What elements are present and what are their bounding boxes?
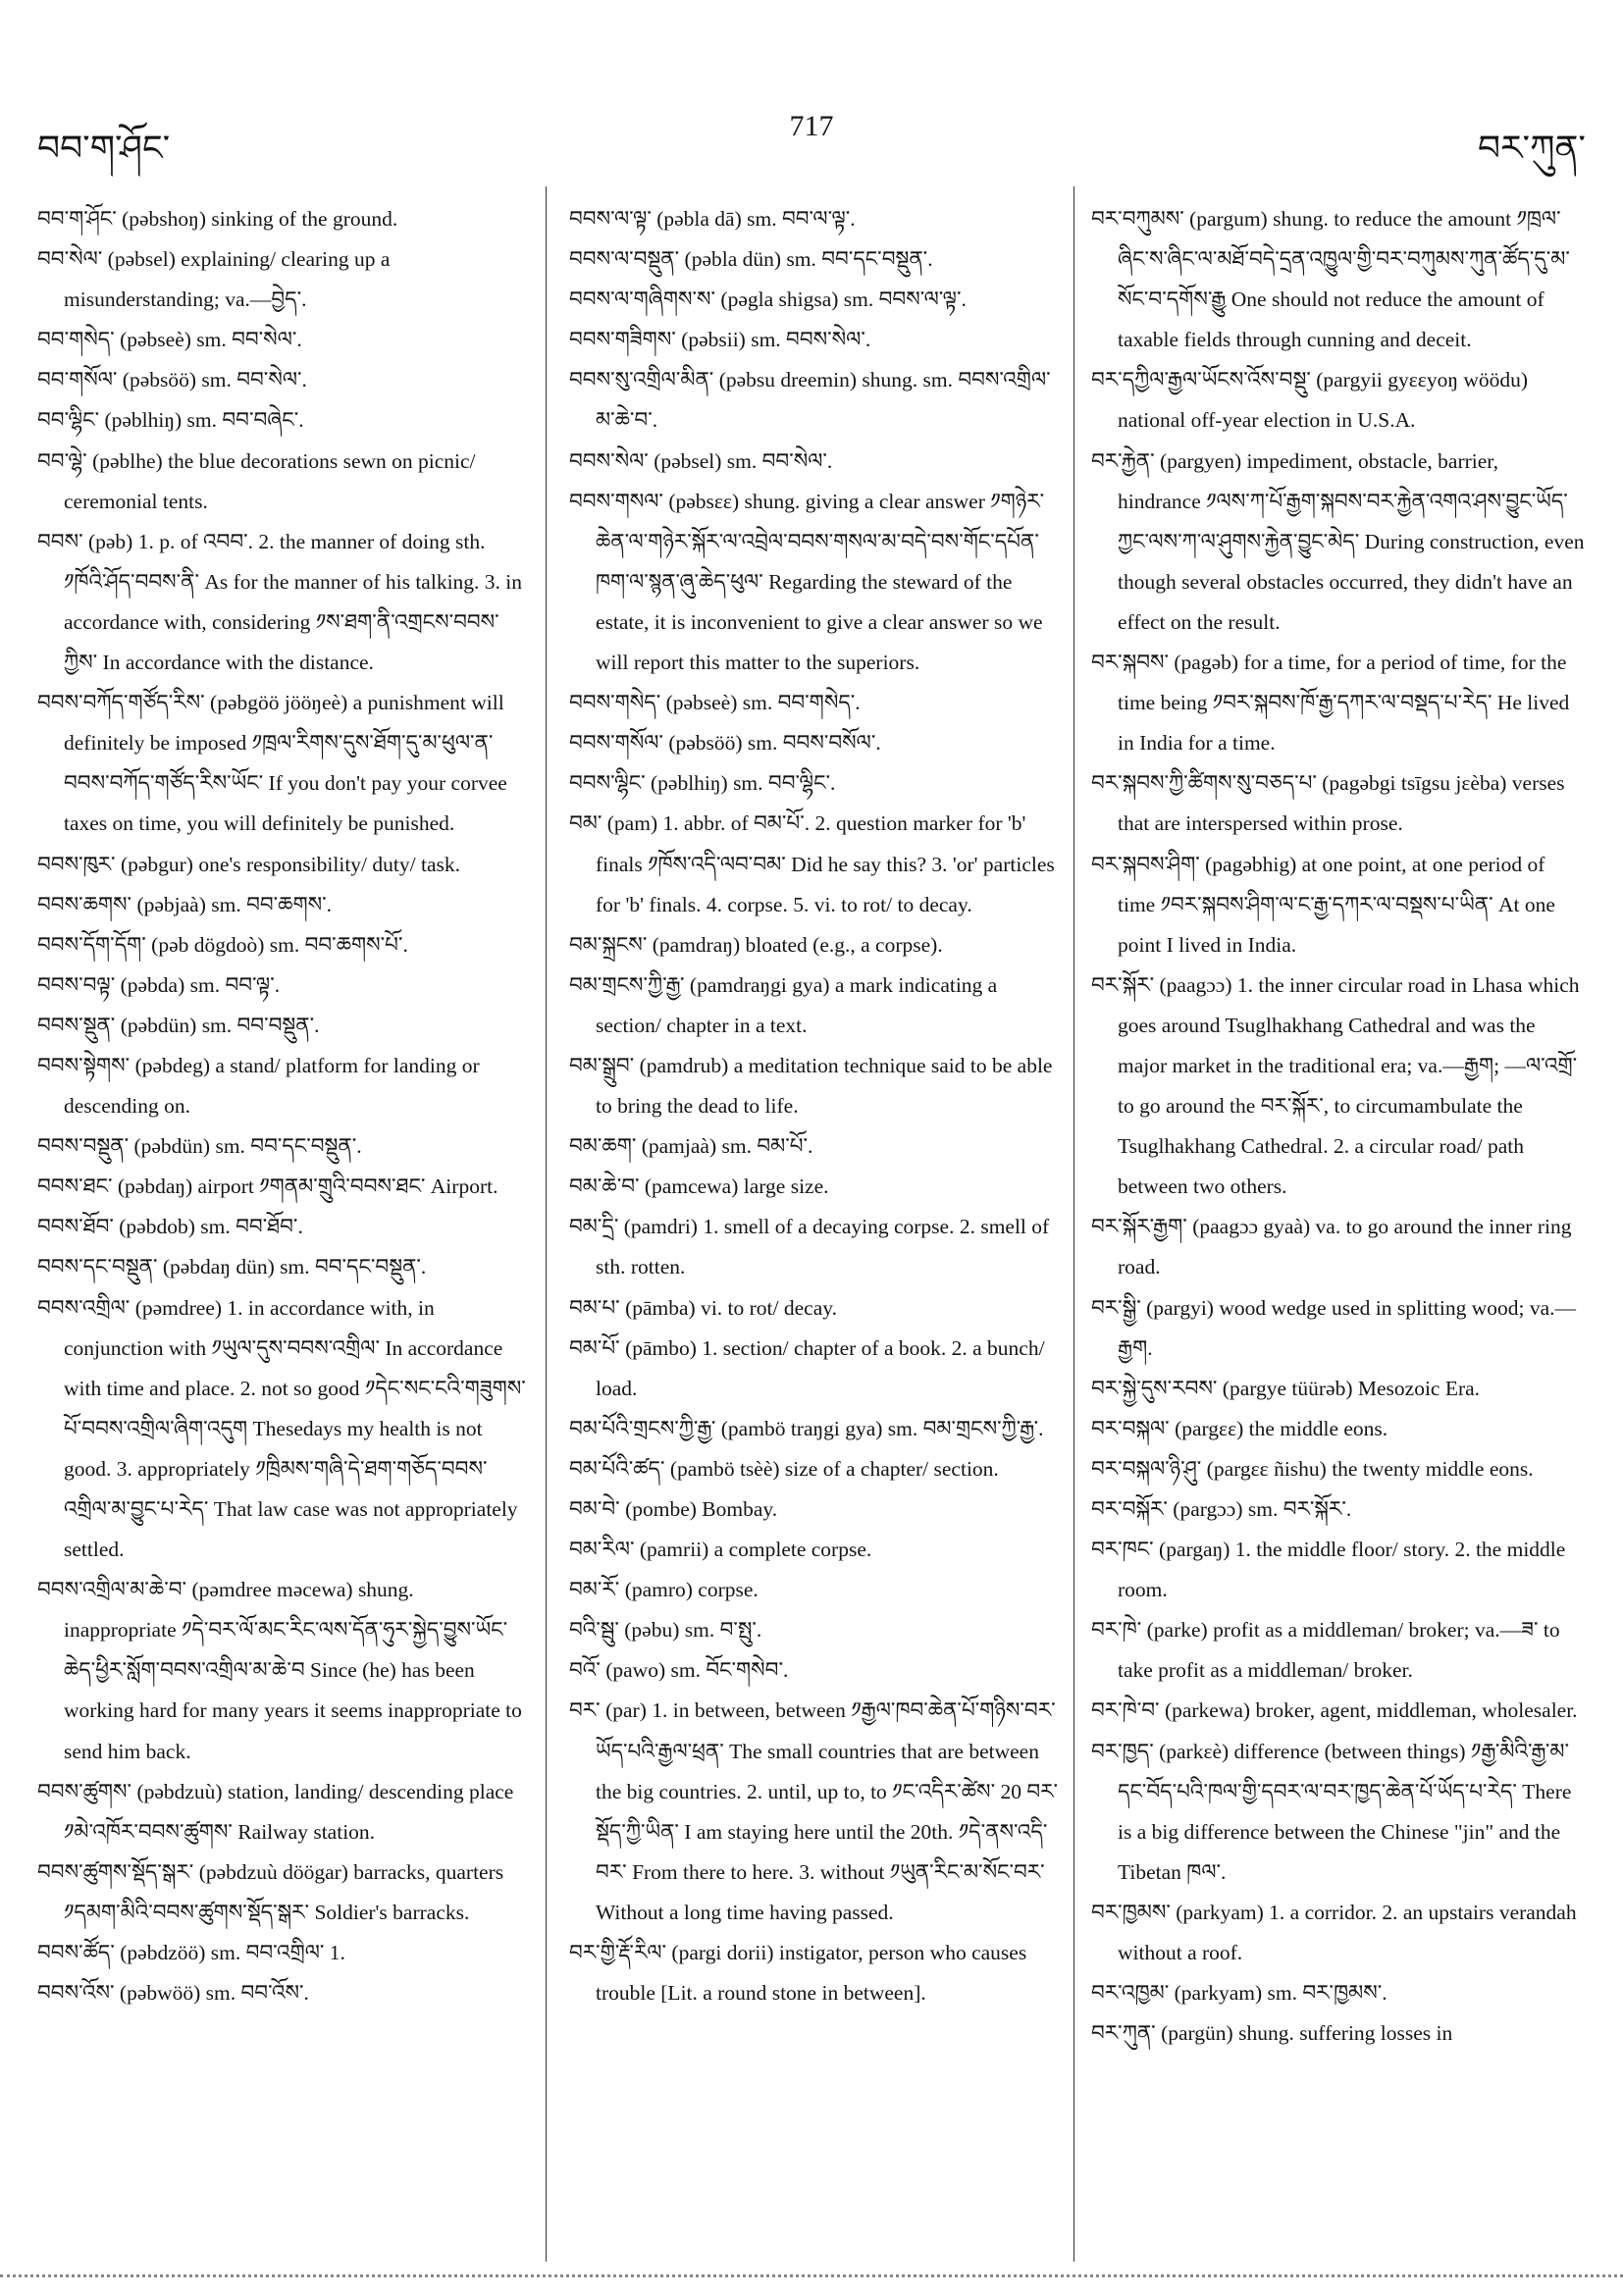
entry-definition: (pəmdree) 1. in accordance with, in conjunction with ༡ཡུལ་དུས་བབས་འགྲིལ་ In accordance with time and place. 2. not so good ༡དེང་སང་ངའི་གཟུགས་པོ་བབས་འགྲིལ་ཞིག་འདུག Thesedays my health is not good. 3. appropriately ༡ཁྲིམས་གཞི་དེ་ཐག་གཅོད་བབས་འགྲིལ་མ་བྱུང་པ་རེད་ That law case was not appropriately settled. bbox=[64, 1295, 526, 1562]
dictionary-entry bbox=[569, 1691, 1060, 1933]
entry-definition: (pəbdaŋ dün) sm. བབ་དང་བསྡུན་. bbox=[157, 1255, 427, 1279]
dictionary-entry bbox=[569, 1489, 1060, 1530]
entry-headword: བར་གྱི་རྡོ་རིལ་ bbox=[569, 1941, 667, 1966]
entry-headword: བར་སྒྱི་ bbox=[1091, 1295, 1141, 1321]
entry-headword: བམ་གྲངས་ཀྱི་རྒྱ་ bbox=[569, 972, 685, 998]
entry-definition: (pəbdeg) a stand/ platform for landing or descending on. bbox=[64, 1053, 480, 1119]
dictionary-entry bbox=[37, 360, 528, 400]
dictionary-entry bbox=[1091, 1207, 1587, 1287]
entry-headword: བབ་གསེད་ bbox=[37, 328, 115, 353]
entry-definition: (pəbdzuù) station, landing/ descending place ༡མེ་འཁོར་བབས་ཚུགས་ Railway station. bbox=[64, 1779, 514, 1844]
entry-headword: བབས་ལྷིང་ bbox=[569, 771, 646, 797]
dictionary-entry bbox=[1091, 1973, 1587, 2013]
entry-headword: བམ་དྲི་ bbox=[569, 1215, 619, 1240]
entry-definition: (pəblhiŋ) sm. བབ་ལྷིང་. bbox=[645, 771, 836, 796]
dictionary-column-1 bbox=[37, 199, 528, 2250]
entry-headword: བར་བསྐོར་ bbox=[1091, 1497, 1168, 1522]
entry-definition: (pəbu) sm. བ་སྤུ་. bbox=[618, 1618, 762, 1643]
dictionary-entry bbox=[1091, 2013, 1587, 2054]
entry-definition: (pəbsii) sm. བབས་སེལ་. bbox=[675, 328, 871, 352]
entry-headword: བམ་རིལ་ bbox=[569, 1538, 635, 1563]
entry-headword: བར་བསྐལ་ bbox=[1091, 1416, 1170, 1441]
entry-headword: བར་ཁང་ bbox=[1091, 1538, 1154, 1563]
entry-definition: (par) 1. in between, between ༡རྒྱལ་ཁབ་ཆེན་པོ་གཉིས་བར་ཡོད་པའི་རྒྱལ་ཕྲན་ The small countries that are between the big countries. 2. until, up to, to ༡ང་འདིར་ཚེས་ 20 བར་སྡོད་ཀྱི་ཡིན་ I am staying here until the 20th. ༡དེ་ནས་འདི་བར་ From there to here. 3. without ༡ཡུན་རིང་མ་སོང་བར་ Without a long time having passed. bbox=[596, 1698, 1059, 1924]
dictionary-entry bbox=[37, 925, 528, 965]
entry-definition: (pambö tsèè) size of a chapter/ section. bbox=[664, 1456, 999, 1481]
entry-headword: བབ་ག་ཤོང་ bbox=[37, 207, 117, 232]
dictionary-entry bbox=[569, 1933, 1060, 2013]
entry-definition: (pam) 1. abbr. of བམ་པོ་. 2. question marker for 'b' finals ༡ཁོས་འདི་ལབ་བམ་ Did he say this? 3. 'or' particles for 'b' finals. 4. corpse. 5. vi. to rot/ to decay. bbox=[596, 811, 1055, 916]
entry-headword: བར་བསྐལ་ཉི་ཤུ་ bbox=[1091, 1456, 1202, 1482]
entry-definition: (pargün) shung. suffering losses in bbox=[1155, 2021, 1453, 2046]
entry-definition: (pəb) 1. p. of འབབ་. 2. the manner of doing sth. ༡ཁོའི་ཤོད་བབས་ནི་ As for the manner of his talking. 3. in accordance with, considering ༡ས་ཐག་ནི་འགྲངས་བབས་ཀྱིས་ In accordance with the distance. bbox=[64, 529, 523, 675]
entry-headword: བབས་ཁུར་ bbox=[37, 852, 116, 877]
entry-headword: བར་ bbox=[569, 1698, 601, 1724]
entry-definition: (pəbdün) sm. བབ་དང་བསྡུན་. bbox=[129, 1134, 362, 1159]
entry-definition: (pargεε ñishu) the twenty middle eons. bbox=[1201, 1456, 1534, 1481]
dictionary-entry bbox=[37, 1772, 528, 1852]
entry-definition: (pāmba) vi. to rot/ decay. bbox=[619, 1295, 837, 1320]
entry-headword: བམ་པ་ bbox=[569, 1295, 620, 1321]
entry-headword: བབ་གསོལ་ bbox=[37, 368, 118, 393]
dictionary-entry bbox=[37, 1852, 528, 1933]
dictionary-entry bbox=[37, 1570, 528, 1771]
entry-headword: བམ་ bbox=[569, 811, 602, 837]
dictionary-entry bbox=[37, 400, 528, 441]
dictionary-entry bbox=[37, 1167, 528, 1207]
entry-definition: (pombe) Bombay. bbox=[619, 1497, 778, 1521]
entry-definition: (pamjaà) sm. བམ་པོ་. bbox=[636, 1134, 813, 1159]
entry-definition: (pəbla dün) sm. བབ་དང་བསྡུན་. bbox=[679, 247, 933, 272]
entry-definition: (paagɔɔ gyaà) va. to go around the inner ring road. bbox=[1118, 1215, 1572, 1279]
dictionary-entry bbox=[37, 1247, 528, 1287]
entry-headword: བར་ཁྱམས་ bbox=[1091, 1900, 1171, 1925]
column-divider bbox=[546, 186, 547, 2262]
entry-headword: བམ་བེ་ bbox=[569, 1497, 620, 1522]
dictionary-entry bbox=[37, 1046, 528, 1126]
entry-definition: (pambö traŋgi gya) sm. བམ་གྲངས་ཀྱི་རྒྱ་. bbox=[715, 1416, 1044, 1440]
entry-definition: (pamdri) 1. smell of a decaying corpse. 2. smell of sth. rotten. bbox=[596, 1215, 1050, 1279]
dictionary-entry bbox=[1091, 1691, 1587, 1731]
entry-headword: བབས་ཐོབ་ bbox=[37, 1215, 114, 1240]
entry-definition: (pāmbo) 1. section/ chapter of a book. 2. a bunch/ load. bbox=[596, 1335, 1045, 1400]
entry-headword: བར་སྐོར་ bbox=[1091, 972, 1155, 998]
entry-definition: (pamrii) a complete corpse. bbox=[634, 1538, 872, 1562]
entry-definition: (pamcewa) large size. bbox=[639, 1174, 829, 1199]
entry-headword: བབས་སུ་འགྲིལ་མིན་ bbox=[569, 368, 714, 393]
dictionary-entry bbox=[37, 1126, 528, 1167]
entry-definition: (parkyam) 1. a corridor. 2. an upstairs verandah without a roof. bbox=[1118, 1900, 1577, 1965]
entry-definition: (pəblhiŋ) sm. བབ་བཞེང་. bbox=[99, 408, 304, 433]
entry-definition: (pəbgur) one's responsibility/ duty/ task. bbox=[115, 852, 460, 876]
dictionary-entry bbox=[569, 1167, 1060, 1207]
entry-definition: (pawo) sm. བོང་གསེབ་. bbox=[600, 1658, 789, 1683]
entry-definition: (pəbsu dreemin) shung. sm. བབས་འགྲིལ་མ་ཆེ་བ་. bbox=[596, 368, 1051, 433]
dictionary-entry bbox=[1091, 1893, 1587, 1973]
entry-definition: (pargyi) wood wedge used in splitting wood; va.—རྒྱག. bbox=[1118, 1295, 1577, 1360]
entry-definition: (pəbgöö jööŋeè) a punishment will definitely be imposed ༡ཁྲལ་རིགས་དུས་ཐོག་དུ་མ་ཕུལ་ན་བབས་བཀོད་གཙོད་རིས་ཡོང་ If you don't pay your corvee taxes on time, you will definitely be punished. bbox=[64, 691, 507, 836]
entry-headword: བབས་གསལ་ bbox=[569, 489, 663, 514]
entry-headword: བབས་སྟེགས་ bbox=[37, 1053, 131, 1078]
entry-headword: བབས་ཚུགས་སྡོད་སྒར་ bbox=[37, 1859, 194, 1885]
entry-definition: (pəbjaà) sm. བབ་ཆགས་. bbox=[131, 892, 332, 916]
entry-definition: (pargum) shung. to reduce the amount ༡ཁྲལ་ཞིང་ས་ཞིང་ལ་མཐོ་བདེ་དྲན་འཁྱུལ་གྱི་བར་བཀུམས་ཀུན་ཚོད་དུ་མ་སོང་བ་དགོས་རྒྱུ One should not reduce the amount of taxable fields through cunning and deceit. bbox=[1118, 207, 1570, 352]
entry-definition: (pargye tüürəb) Mesozoic Era. bbox=[1217, 1376, 1481, 1400]
entry-headword: བབ་སེལ་ bbox=[37, 247, 103, 273]
entry-definition: (pəbsöö) sm. བབས་བསོལ་. bbox=[662, 731, 881, 756]
dictionary-entry bbox=[1091, 845, 1587, 965]
entry-definition: (pargyii gyεεyoŋ wöödu) national off-year election in U.S.A. bbox=[1118, 368, 1529, 433]
dictionary-entry bbox=[569, 1530, 1060, 1570]
entry-headword: བམ་སྐྲངས་ bbox=[569, 932, 648, 958]
dictionary-entry bbox=[37, 1288, 528, 1571]
dictionary-entry bbox=[1091, 1449, 1587, 1489]
dictionary-entry bbox=[1091, 360, 1587, 441]
dictionary-entry bbox=[37, 199, 528, 239]
dictionary-entry bbox=[37, 522, 528, 683]
dictionary-entry bbox=[569, 683, 1060, 723]
entry-headword: བར་ཁྱད་ bbox=[1091, 1739, 1154, 1764]
dictionary-entry bbox=[569, 1329, 1060, 1409]
dictionary-entry bbox=[569, 360, 1060, 441]
entry-headword: བབས་ bbox=[37, 529, 83, 554]
entry-headword: བར་སྐབས་ bbox=[1091, 651, 1170, 676]
entry-headword: བབས་བལྟ་ bbox=[37, 972, 116, 998]
dictionary-entry bbox=[569, 239, 1060, 280]
entry-headword: བབས་དང་བསྡུན་ bbox=[37, 1255, 158, 1280]
dictionary-entry bbox=[1091, 199, 1587, 360]
entry-definition: (pargaŋ) 1. the middle floor/ story. 2. the middle room. bbox=[1118, 1538, 1566, 1602]
entry-definition: (pəb dögdoò) sm. བབ་ཆགས་པོ་. bbox=[145, 932, 408, 957]
entry-headword: བབས་ཚུགས་ bbox=[37, 1779, 132, 1804]
dictionary-entry bbox=[1091, 643, 1587, 763]
dictionary-entry bbox=[569, 1570, 1060, 1610]
dictionary-entry bbox=[1091, 1530, 1587, 1610]
entry-headword: བར་འཁྱམ་ bbox=[1091, 1981, 1170, 2007]
dictionary-entry bbox=[569, 804, 1060, 924]
entry-definition: (paagɔɔ) 1. the inner circular road in Lhasa which goes around Tsuglhakhang Cathedral and was the major market in the traditional era; va.—རྒྱག; —ལ་འགྲོ་ to go around the བར་སྐོར་, to circumambulate the Tsuglhakhang Cathedral. 2. a circular road/ path between two others. bbox=[1118, 972, 1580, 1199]
entry-definition: (pəbda) sm. བབ་ལྟ་. bbox=[115, 972, 281, 997]
dictionary-entry bbox=[37, 1207, 528, 1247]
entry-headword: བར་སྐབས་ཤིག་ bbox=[1091, 852, 1200, 877]
bottom-rule bbox=[0, 2274, 1623, 2277]
entry-headword: བབས་གསེད་ bbox=[569, 691, 661, 716]
entry-headword: བམ་པོ་ bbox=[569, 1335, 620, 1361]
dictionary-entry bbox=[569, 482, 1060, 683]
entry-definition: (pəbdob) sm. བབ་ཐོབ་. bbox=[113, 1215, 303, 1239]
entry-headword: བམ་རོ་ bbox=[569, 1578, 620, 1603]
dictionary-entry bbox=[569, 1046, 1060, 1126]
entry-definition: (pargɔɔ) sm. བར་སྐོར་. bbox=[1167, 1497, 1352, 1521]
entry-definition: (pamdrub) a meditation technique said to be able to bring the dead to life. bbox=[596, 1053, 1053, 1119]
entry-headword: བབས་ཚོད་ bbox=[37, 1941, 115, 1966]
dictionary-entry bbox=[37, 1006, 528, 1046]
entry-headword: བབས་འོས་ bbox=[37, 1981, 115, 2007]
entry-definition: (pəbsöö) sm. བབ་སེལ་. bbox=[117, 368, 307, 392]
entry-definition: (parkyam) sm. བར་ཁྱམས་. bbox=[1169, 1981, 1387, 2006]
entry-headword: བབ་ལྷིང་ bbox=[37, 408, 100, 434]
dictionary-entry bbox=[569, 1288, 1060, 1329]
entry-headword: བབས་ལ་གཞིགས་ས་ bbox=[569, 287, 716, 313]
entry-headword: བབས་བཀོད་གཙོད་རིས་ bbox=[37, 691, 205, 716]
entry-headword: བབ་ལྷེ་ bbox=[37, 448, 87, 474]
dictionary-entry bbox=[37, 1933, 528, 1973]
dictionary-entry bbox=[1091, 1288, 1587, 1369]
entry-definition: (pamdraŋgi gya) a mark indicating a section/ chapter in a text. bbox=[596, 972, 998, 1037]
entry-definition: (pagəb) for a time, for a period of time, for the time being ༡བར་སྐབས་ཁོ་རྒྱ་དཀར་ལ་བསྡད་པ་རེད་ He lived in India for a time. bbox=[1118, 651, 1570, 756]
entry-definition: (pamdraŋ) bloated (e.g., a corpse). bbox=[647, 932, 943, 957]
entry-definition: (pəbdzuù döögar) barracks, quarters ༡དམག་མིའི་བབས་ཚུགས་སྡོད་སྒར་ Soldier's barracks. bbox=[64, 1859, 504, 1924]
entry-definition: (pəbseè) sm. བབ་སེལ་. bbox=[114, 328, 302, 352]
entry-definition: (pəmdree məcewa) shung. inappropriate ༡དེ་བར་ལོ་མང་རིང་ལས་དོན་ཧུར་སྐྱེད་བྱུས་ཡོང་ཆེད་ཕྱིར་སློག་བབས་འགྲིལ་མ་ཆེ་བ Since (he) has been working hard for many years it seems inappropriate to send him back. bbox=[64, 1578, 522, 1763]
dictionary-entry bbox=[37, 965, 528, 1006]
entry-definition: (pəbsel) explaining/ clearing up a misunderstanding; va.—བྱེད་. bbox=[64, 247, 391, 312]
entry-definition: (pargεε) the middle eons. bbox=[1169, 1416, 1388, 1440]
entry-headword: བབས་དོག་དོག་ bbox=[37, 932, 146, 958]
header-left-guideword: བབ་ག་ཤོང་ bbox=[37, 129, 171, 168]
dictionary-entry bbox=[569, 1650, 1060, 1691]
dictionary-entry bbox=[37, 683, 528, 844]
dictionary-entry bbox=[1091, 442, 1587, 643]
dictionary-entry bbox=[569, 763, 1060, 804]
entry-definition: (pəbdzöö) sm. བབ་འགྲིལ་ 1. bbox=[114, 1941, 345, 1965]
entry-definition: (pagəbhig) at one point, at one period of time ༡བར་སྐབས་ཤིག་ལ་ང་རྒྱ་དཀར་ལ་བསྡས་པ་ཡིན་ At one point I lived in India. bbox=[1118, 852, 1555, 957]
entry-headword: བམ་པོའི་གྲངས་ཀྱི་རྒྱ་ bbox=[569, 1416, 716, 1441]
entry-headword: བར་སྐོར་རྒྱག་ bbox=[1091, 1215, 1187, 1240]
dictionary-entry bbox=[569, 1409, 1060, 1449]
dictionary-entry bbox=[37, 845, 528, 885]
column-divider bbox=[1073, 186, 1074, 2262]
entry-headword: བར་སྐབས་ཀྱི་ཚིགས་སུ་བཅད་པ་ bbox=[1091, 771, 1317, 797]
entry-definition: (pəbsεε) shung. giving a clear answer ༡གཉེར་ཆེན་ལ་གཉེར་སྐོར་ལ་འབྲེལ་བབས་གསལ་མ་བདེ་བས་གོང་དཔོན་ཁག་ལ་སྙན་ཞུ་ཆེད་ཕུལ་ Regarding the steward of the estate, it is inconvenient to give a clear answer so we will report this matter to the superiors. bbox=[596, 489, 1045, 675]
entry-headword: བབས་ཆགས་ bbox=[37, 892, 132, 917]
entry-headword: བར་སྐྱེ་དུས་རབས་ bbox=[1091, 1376, 1218, 1401]
entry-definition: (pargi dorii) instigator, person who causes trouble [Lit. a round stone in between]. bbox=[596, 1941, 1027, 2006]
entry-headword: བམ་པོའི་ཚད་ bbox=[569, 1456, 665, 1482]
entry-headword: བར་ཀུན་ bbox=[1091, 2021, 1156, 2047]
dictionary-entry bbox=[1091, 763, 1587, 844]
entry-headword: བབས་སྡུན་ bbox=[37, 1013, 116, 1038]
entry-headword: བར་དཀྱིལ་རྒྱལ་ཡོངས་འོས་བསྡུ་ bbox=[1091, 368, 1311, 393]
entry-definition: (pəbseè) sm. བབ་གསེད་. bbox=[660, 691, 861, 715]
dictionary-entry bbox=[569, 320, 1060, 360]
entry-headword: བབས་བསྡུན་ bbox=[37, 1134, 130, 1160]
entry-definition: (pəblhe) the blue decorations sewn on picnic/ ceremonial tents. bbox=[64, 448, 476, 513]
dictionary-entry bbox=[1091, 965, 1587, 1208]
dictionary-entry bbox=[569, 199, 1060, 239]
entry-definition: (pəbshoŋ) sinking of the ground. bbox=[116, 207, 398, 231]
dictionary-entry bbox=[1091, 1732, 1587, 1893]
entry-headword: བམ་ཆེ་བ་ bbox=[569, 1174, 640, 1200]
entry-headword: བར་བཀུམས་ bbox=[1091, 207, 1184, 232]
entry-definition: (pəbla dā) sm. བབ་ལ་ལྟ་. bbox=[651, 207, 856, 231]
dictionary-entry bbox=[569, 442, 1060, 482]
dictionary-entry bbox=[569, 965, 1060, 1046]
entry-headword: བབས་གཟིགས་ bbox=[569, 328, 676, 353]
dictionary-entry bbox=[569, 925, 1060, 965]
entry-headword: བའི་སྦུ་ bbox=[569, 1618, 619, 1644]
dictionary-entry bbox=[37, 239, 528, 320]
entry-headword: བབས་འགྲིལ་ bbox=[37, 1295, 131, 1321]
dictionary-entry bbox=[569, 280, 1060, 320]
entry-headword: བབས་གསོལ་ bbox=[569, 731, 663, 757]
entry-headword: བའོ་ bbox=[569, 1658, 601, 1684]
dictionary-entry bbox=[569, 1610, 1060, 1650]
entry-definition: (parke) profit as a middleman/ broker; va.—ཟ་ to take profit as a middleman/ broker. bbox=[1118, 1618, 1560, 1683]
entry-definition: (parkεè) difference (between things) ༡རྒྱ་མིའི་རྒྱ་མ་དང་བོད་པའི་ཁལ་གྱི་དབར་ལ་བར་ཁྱད་ཆེན་པོ་ཡོད་པ་རེད་ There is a big difference between the Chinese "jin" and the Tibetan ཁལ་. bbox=[1118, 1739, 1572, 1884]
entry-headword: བར་ཁེ་ bbox=[1091, 1618, 1142, 1644]
header-right-guideword: བར་ཀུན་ bbox=[1478, 129, 1586, 168]
dictionary-entry bbox=[1091, 1610, 1587, 1691]
entry-definition: (parkewa) broker, agent, middleman, wholesaler. bbox=[1159, 1698, 1578, 1723]
dictionary-entry bbox=[1091, 1489, 1587, 1530]
entry-headword: བམ་སྒྲུབ་ bbox=[569, 1053, 635, 1078]
dictionary-entry bbox=[569, 1207, 1060, 1287]
entry-definition: (pəbsel) sm. བབ་སེལ་. bbox=[648, 448, 833, 473]
dictionary-column-2 bbox=[569, 199, 1060, 2250]
entry-definition: (pəbdaŋ) airport ༡གནམ་གྲུའི་བབས་ཐང་ Airport. bbox=[112, 1174, 498, 1199]
dictionary-entry bbox=[1091, 1369, 1587, 1409]
dictionary-entry bbox=[1091, 1409, 1587, 1449]
dictionary-entry bbox=[569, 1126, 1060, 1167]
dictionary-entry bbox=[37, 1973, 528, 2013]
entry-headword: བབས་སེལ་ bbox=[569, 448, 649, 474]
entry-headword: བབས་འགྲིལ་མ་ཆེ་བ་ bbox=[37, 1578, 187, 1603]
entry-headword: བབས་ཐང་ bbox=[37, 1174, 113, 1200]
entry-headword: བར་ཁེ་བ་ bbox=[1091, 1698, 1160, 1724]
entry-headword: བབས་ལ་ལྟ་ bbox=[569, 207, 652, 232]
entry-definition: (pəbwöö) sm. བབ་འོས་. bbox=[114, 1981, 309, 2006]
entry-headword: བབས་ལ་བསྡུན་ bbox=[569, 247, 680, 273]
entry-headword: བམ་ཆག་ bbox=[569, 1134, 637, 1160]
entry-definition: (pargyen) impediment, obstacle, barrier, hindrance ༡ལས་ཀ་པོ་རྒྱག་སྐབས་བར་རྐྱེན་འགའ་ཤས་བྱུང་ཡོད་ཀྱང་ལས་ཀ་ལ་ཤུགས་རྐྱེན་བྱུང་མེད་ During construction, even though several obstacles occurred, they didn't have an effect on the result. bbox=[1118, 448, 1585, 634]
dictionary-entry bbox=[37, 442, 528, 522]
dictionary-entry bbox=[569, 723, 1060, 763]
dictionary-entry bbox=[569, 1449, 1060, 1489]
entry-definition: (pagəbgi tsīgsu jεèba) verses that are interspersed within prose. bbox=[1118, 771, 1565, 836]
entry-definition: (pamro) corpse. bbox=[619, 1578, 759, 1602]
dictionary-column-3 bbox=[1091, 199, 1587, 2250]
page-number: 717 bbox=[789, 110, 834, 142]
entry-definition: (pəbdün) sm. བབ་བསྡུན་. bbox=[115, 1013, 320, 1037]
dictionary-entry bbox=[37, 885, 528, 925]
dictionary-entry bbox=[37, 320, 528, 360]
entry-headword: བར་རྐྱེན་ bbox=[1091, 448, 1155, 474]
entry-definition: (pəgla shigsa) sm. བབས་ལ་ལྟ་. bbox=[715, 287, 967, 312]
